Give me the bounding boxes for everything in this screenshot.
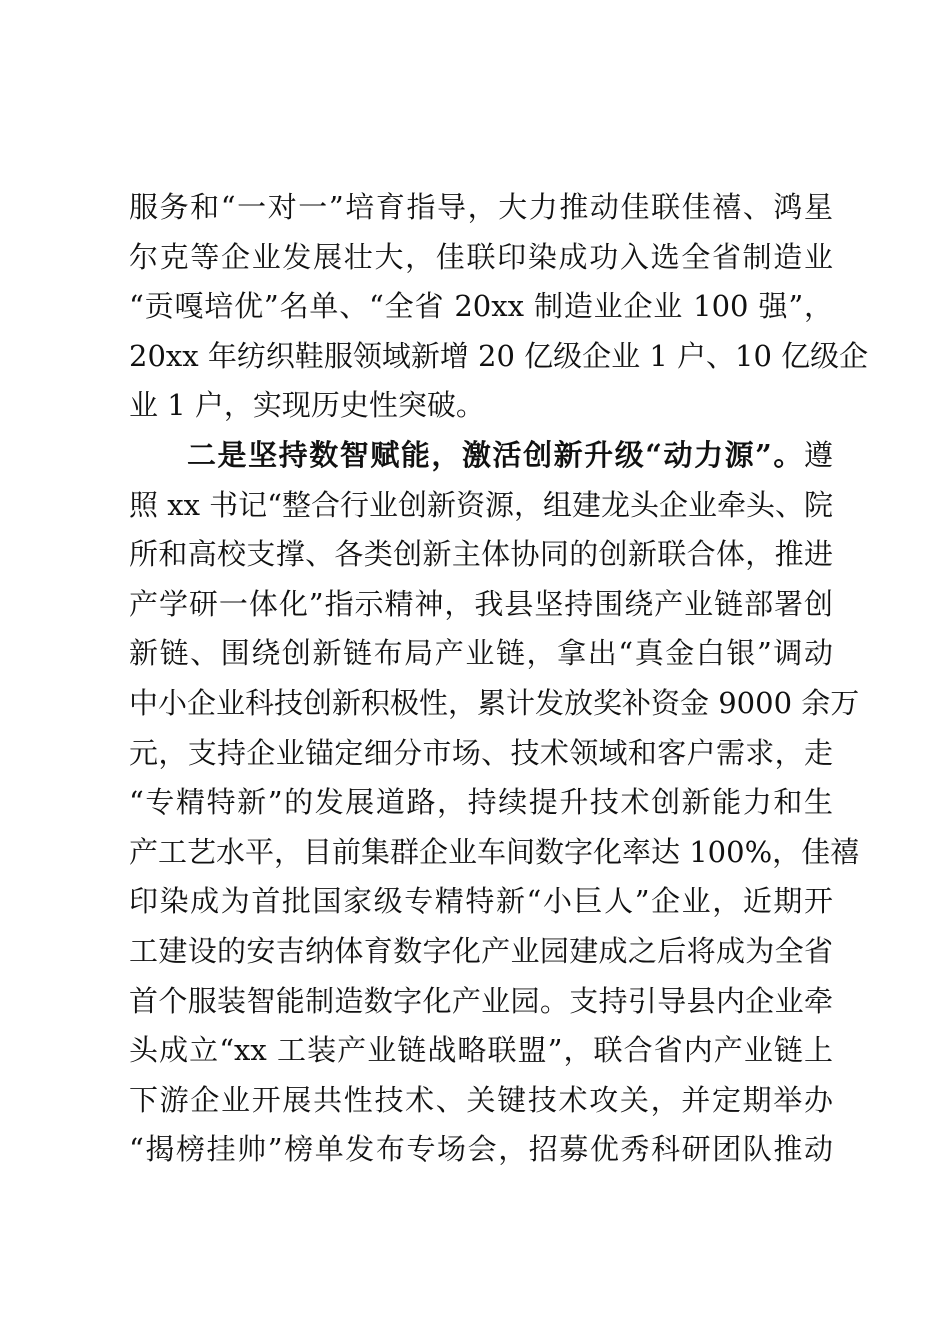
text-line: “专精特新”的发展道路，持续提升技术创新能力和生 xyxy=(129,785,833,820)
text-line: 所和高校支撑、各类创新主体协同的创新联合体，推进 xyxy=(129,537,833,572)
text-line: 工建设的安吉纳体育数字化产业园建成之后将成为全省 xyxy=(129,933,833,968)
document-body xyxy=(129,183,869,1175)
text-line: 产学研一体化”指示精神，我县坚持围绕产业链部署创 xyxy=(129,586,833,621)
text-line: “贡嘎培优”名单、“全省 20xx 制造业企业 100 强”， xyxy=(129,289,833,324)
paragraph-2 xyxy=(129,431,860,1175)
text-line: 印染成为首批国家级专精特新“小巨人”企业，近期开 xyxy=(129,884,833,919)
text-line: 业 1 户，实现历史性突破。 xyxy=(129,388,485,423)
text-line: “揭榜挂帅”榜单发布专场会，招募优秀科研团队推动 xyxy=(129,1132,833,1167)
paragraph-1 xyxy=(129,183,869,431)
text-line: 服务和“一对一”培育指导，大力推动佳联佳禧、鸿星 xyxy=(129,190,833,224)
text-line: 头成立“xx 工装产业链战略联盟”，联合省内产业链上 xyxy=(129,1033,833,1068)
text-line: 新链、围绕创新链布局产业链，拿出“真金白银”调动 xyxy=(129,636,833,671)
text-line: 下游企业开展共性技术、关键技术攻关，并定期举办 xyxy=(129,1082,833,1117)
text-line: 中小企业科技创新积极性，累计发放奖补资金 9000 余万 xyxy=(129,685,860,720)
paragraph-heading-line xyxy=(129,431,833,481)
text-line: 尔克等企业发展壮大，佳联印染成功入选全省制造业 xyxy=(129,239,833,274)
text-line: 20xx 年纺织鞋服领域新增 20 亿级企业 1 户、10 亿级企 xyxy=(129,338,869,373)
heading-line-rest: 遵 xyxy=(803,437,833,472)
text-line: 产工艺水平，目前集群企业车间数字化率达 100%，佳禧 xyxy=(129,834,860,869)
paragraph-heading: 二是坚持数智赋能，激活创新升级“动力源”。 xyxy=(187,437,804,472)
text-line: 元，支持企业锚定细分市场、技术领域和客户需求，走 xyxy=(129,735,833,770)
text-line: 照 xx 书记“整合行业创新资源，组建龙头企业牵头、院 xyxy=(129,487,833,522)
text-line: 首个服装智能制造数字化产业园。支持引导县内企业牵 xyxy=(129,983,833,1018)
